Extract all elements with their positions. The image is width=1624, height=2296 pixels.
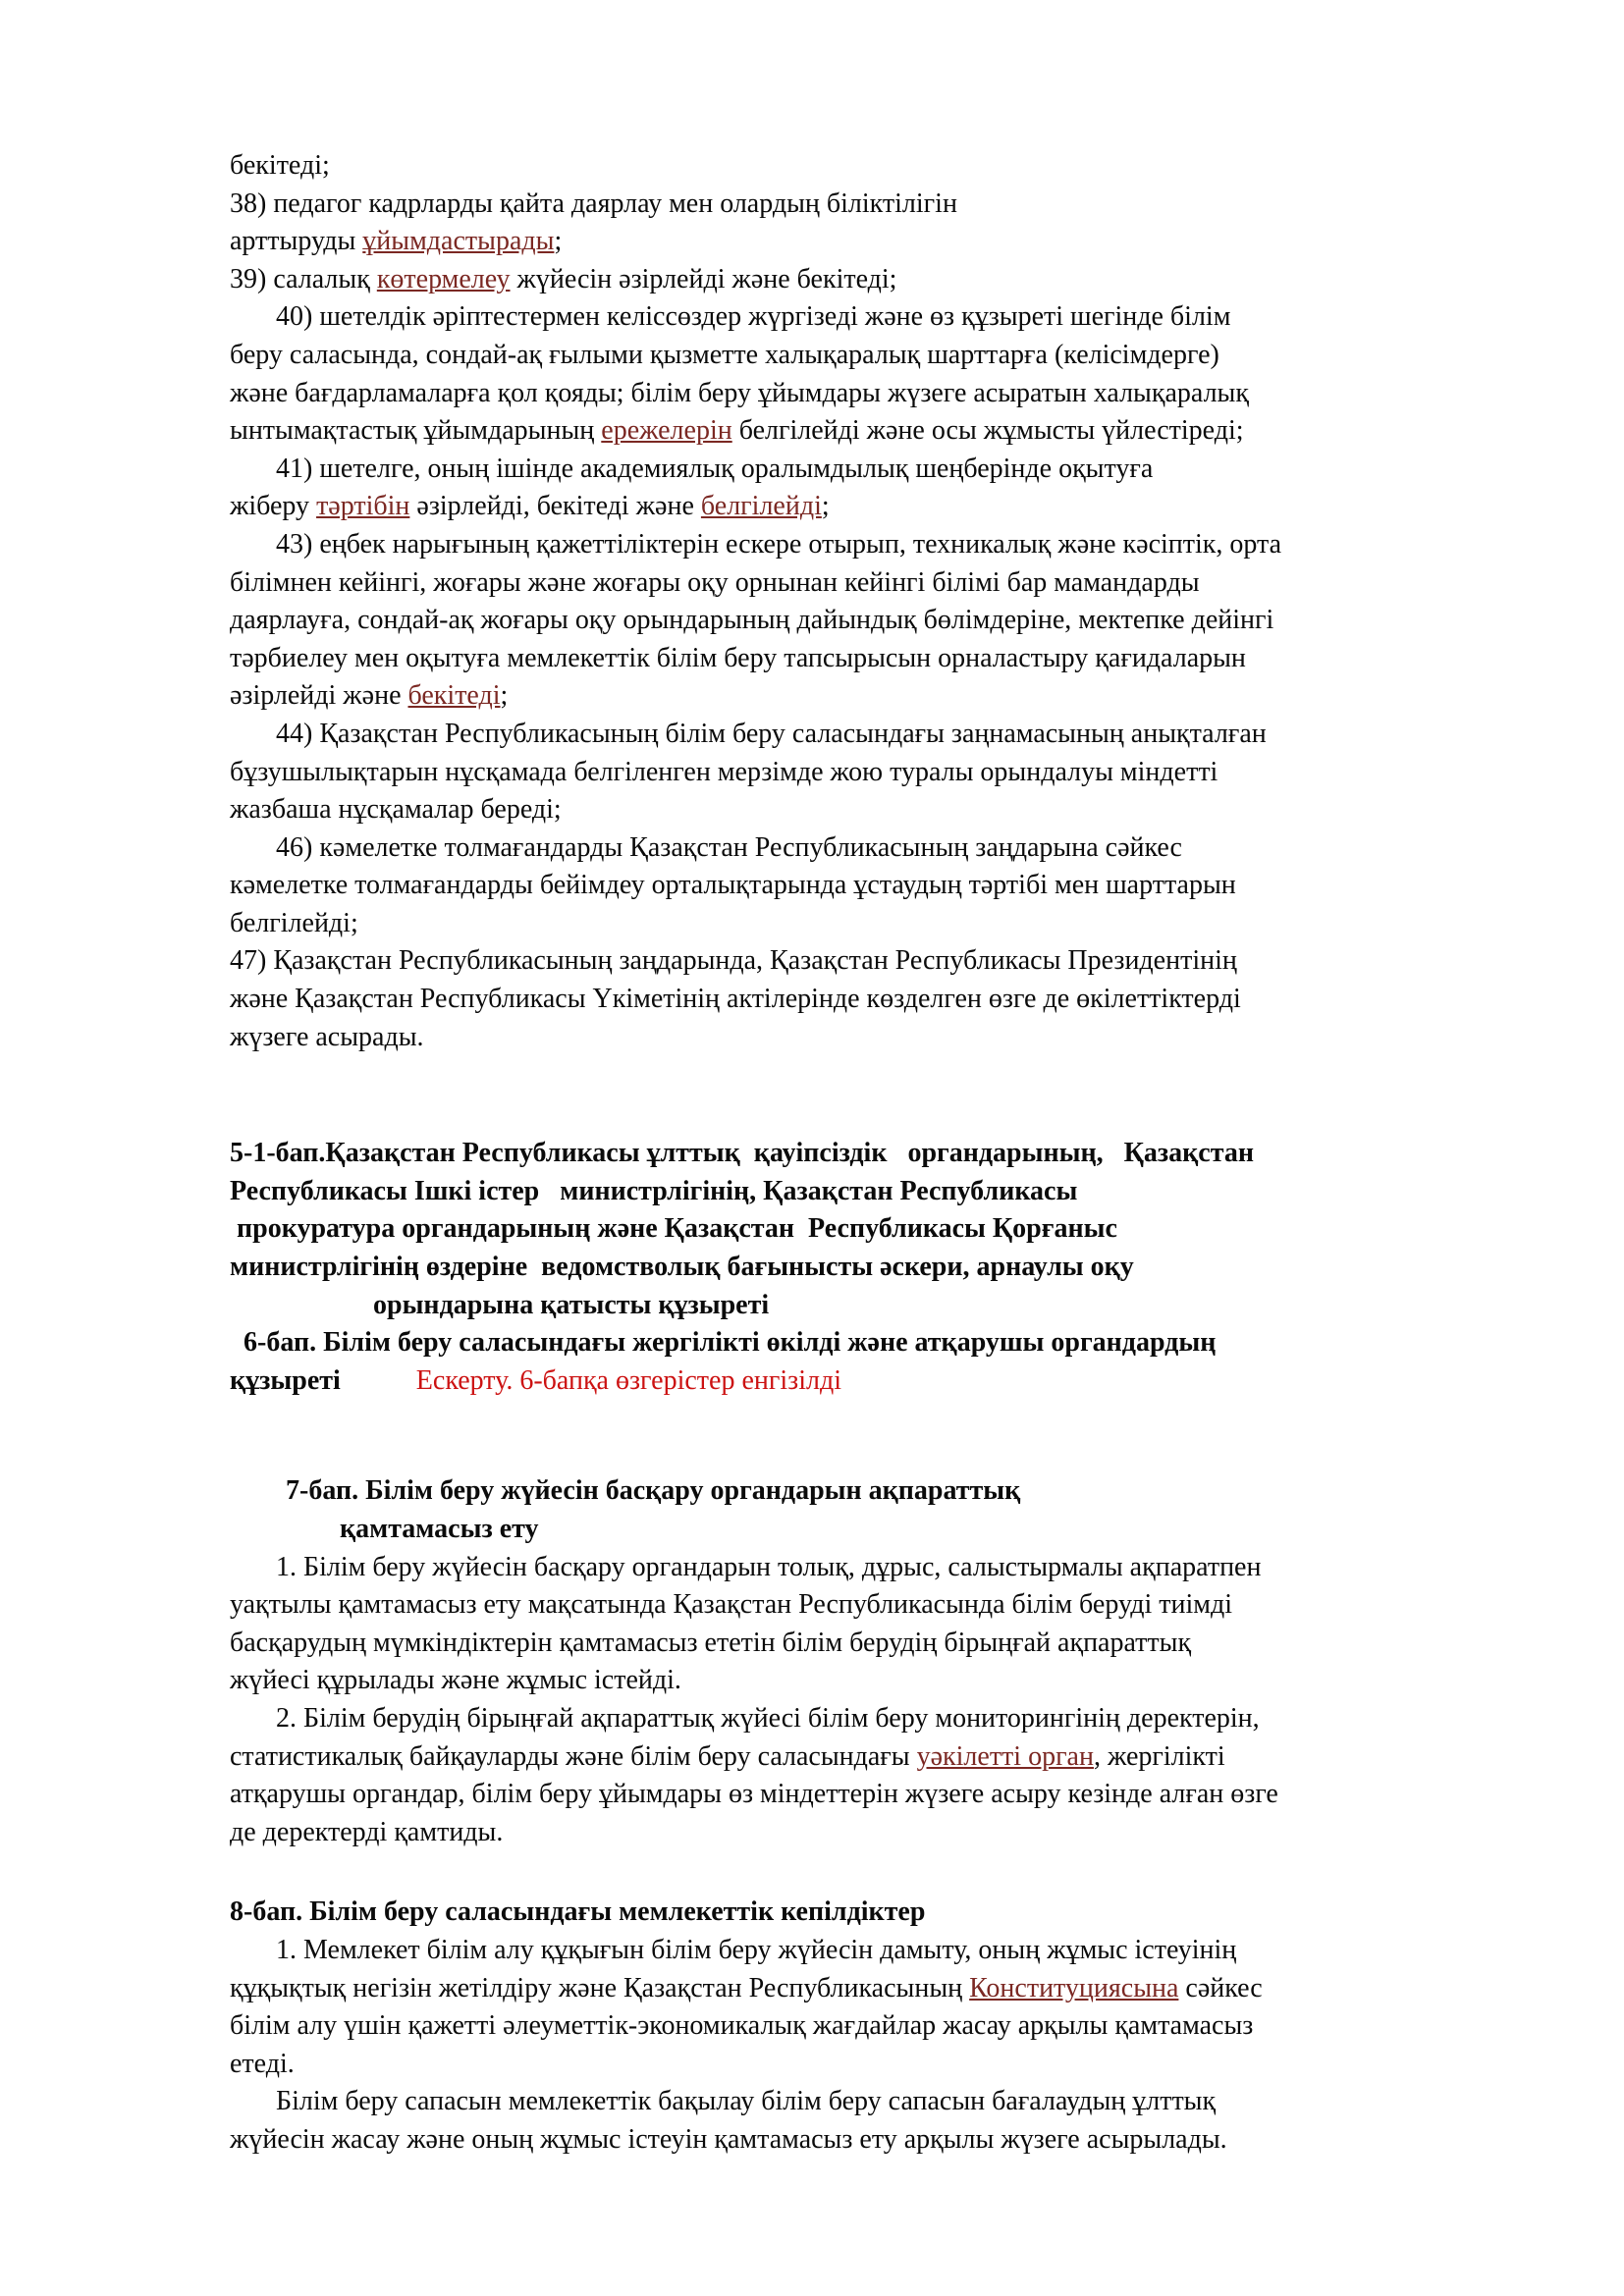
text-line <box>230 867 1516 905</box>
text-run: 47) Қазақстан Республикасының заңдарында, Қазақстан Республикасы Президентінің <box>230 945 1237 977</box>
text-run: әзірлейді және <box>230 680 408 712</box>
text-run: ; <box>821 491 830 522</box>
text-run: 46) кәмелетке толмағандарды Қазақстан Республикасының заңдарына сәйкес <box>276 831 1182 863</box>
text-line <box>230 1472 1516 1511</box>
clauses-37-47 <box>230 147 1516 1056</box>
hyperlink[interactable]: уәкілетті орган <box>916 1740 1094 1772</box>
article-8-heading <box>230 1894 1516 1932</box>
text-run: 1. Білім беру жүйесін басқару органдарын толық, дұрыс, салыстырмалы ақпаратпен <box>276 1551 1262 1582</box>
text-run: ; <box>500 680 509 712</box>
text-line <box>230 1287 1516 1325</box>
text-run: прокуратура органдарының және Қазақстан Республикасы Қорғаныс <box>230 1213 1117 1245</box>
text-run: 39) салалық <box>230 263 377 294</box>
text-line <box>230 942 1516 981</box>
text-line <box>230 677 1516 716</box>
text-line <box>230 2046 1516 2084</box>
text-run: 38) педагог кадрларды қайта даярлау мен олардың біліктілігін <box>230 187 957 219</box>
text-run: Республикасы Ішкі істер министрлігінің, Қазақстан Республикасы <box>230 1175 1078 1206</box>
text-run: статистикалық байқауларды және білім беру саласындағы <box>230 1740 917 1772</box>
text-run: белгілейді және осы жұмысты үйлестіреді; <box>731 415 1244 447</box>
text-run: де деректерді қамтиды. <box>230 1816 504 1847</box>
text-line <box>230 451 1516 489</box>
note-text: Ескерту. 6-бапқа өзгерістер енгізілді <box>415 1364 841 1396</box>
text-run: жіберу <box>230 491 317 522</box>
text-run: жүзеге асырады. <box>230 1021 424 1052</box>
hyperlink[interactable]: белгілейді <box>700 491 822 522</box>
text-run: құзыреті <box>230 1364 416 1396</box>
text-run: атқарушы органдар, білім беру ұйымдары өз міндеттерін жүзеге асыру кезінде алған өзге <box>230 1779 1278 1810</box>
text-line <box>230 526 1516 564</box>
text-run: жүйесін әзірлейді және бекітеді; <box>510 263 897 294</box>
text-run: білімнен кейінгі, жоғары және жоғары оқу орнынан кейінгі білімі бар мамандарды <box>230 566 1200 598</box>
text-run: 2. Білім берудің бірыңғай ақпараттық жүйесі білім беру мониторингінің деректерін, <box>276 1702 1260 1734</box>
text-run: ; <box>554 226 563 257</box>
text-line <box>230 2007 1516 2046</box>
text-run: жүйесі құрылады және жұмыс істейді. <box>230 1665 681 1696</box>
text-line <box>230 261 1516 299</box>
text-run: Білім беру сапасын мемлекеттік бақылау білім беру сапасын бағалаудың ұлттық <box>276 2086 1217 2117</box>
text-line <box>230 1662 1516 1700</box>
hyperlink[interactable]: бекітеді <box>407 680 501 712</box>
hyperlink[interactable]: көтермелеу <box>376 263 511 294</box>
text-run: құқықтық негізін жетілдіру және Қазақстан Республикасының <box>230 1972 970 2003</box>
text-run: сәйкес <box>1178 1972 1263 2003</box>
text-run: 1. Мемлекет білім алу құқығын білім беру жүйесін дамыту, оның жұмыс істеуінің <box>276 1934 1237 1965</box>
text-run: жазбаша нұсқамалар береді; <box>230 794 562 826</box>
text-line <box>230 223 1516 261</box>
text-line <box>230 1814 1516 1852</box>
text-run: тәрбиелеу мен оқытуға мемлекеттік білім беру тапсырысын орналастыру қағидаларын <box>230 642 1246 673</box>
text-line <box>230 1210 1516 1249</box>
text-run: белгілейді; <box>230 907 358 938</box>
text-line <box>230 564 1516 603</box>
text-run: ынтымақтастық ұйымдарының <box>230 415 602 447</box>
text-run: және Қазақстан Республикасы Үкіметінің актілерінде көзделген өзге де өкілеттіктерді <box>230 984 1241 1015</box>
text-run: басқарудың мүмкіндіктерін қамтамасыз ететін білім берудің бірыңғай ақпараттық <box>230 1627 1192 1658</box>
text-line <box>230 1511 1516 1549</box>
text-line <box>230 829 1516 868</box>
text-line <box>230 1970 1516 2008</box>
text-run: уақтылы қамтамасыз ету мақсатында Қазақстан Республикасында білім беруді тиімді <box>230 1589 1232 1621</box>
text-line <box>230 716 1516 754</box>
text-run: 43) еңбек нарығының қажеттіліктерін ескере отырып, техникалық және кәсіптік, орта <box>276 528 1282 560</box>
text-run: бұзушылықтарын нұсқамада белгіленген мерзімде жою туралы орындалуы міндетті <box>230 756 1218 787</box>
text-line <box>230 488 1516 526</box>
text-run: 41) шетелге, оның ішінде академиялық оралымдылық шеңберінде оқытуға <box>276 453 1154 484</box>
text-line <box>230 1249 1516 1287</box>
text-line <box>230 1894 1516 1932</box>
text-line <box>230 1135 1516 1173</box>
text-line <box>230 1776 1516 1814</box>
text-run: министрлігінің өздеріне ведомстволық бағынысты әскери, арнаулы оқу <box>230 1252 1134 1283</box>
text-line <box>230 412 1516 451</box>
text-line <box>230 640 1516 678</box>
text-run: жүйесін жасау және оның жұмыс істеуін қамтамасыз ету арқылы жүзеге асырылады. <box>230 2123 1227 2155</box>
text-run: 40) шетелдік әріптестермен келіссөздер жүргізеді және өз құзыреті шегінде білім <box>276 301 1231 333</box>
text-line <box>230 1173 1516 1211</box>
text-run: және бағдарламаларға қол қояды; білім беру ұйымдары жүзеге асыратын халықаралық <box>230 377 1249 408</box>
text-line <box>230 337 1516 375</box>
text-line <box>230 1549 1516 1587</box>
text-line <box>230 375 1516 413</box>
text-line <box>230 905 1516 943</box>
text-run: кәмелетке толмағандарды бейімдеу орталықтарында ұстаудың тәртібі мен шарттарын <box>230 870 1236 901</box>
hyperlink[interactable]: Конституциясына <box>969 1972 1179 2003</box>
text-line <box>230 2121 1516 2160</box>
text-line <box>230 754 1516 792</box>
text-line <box>230 1324 1516 1362</box>
text-run: орындарына қатысты құзыреті <box>373 1289 770 1320</box>
article-8-body <box>230 1932 1516 2160</box>
text-line <box>230 186 1516 224</box>
text-line <box>230 298 1516 337</box>
text-line <box>230 2083 1516 2121</box>
text-line <box>230 1586 1516 1625</box>
text-line <box>230 1625 1516 1663</box>
text-run: 8-бап. Білім беру саласындағы мемлекеттік кепілдіктер <box>230 1896 926 1928</box>
text-line <box>230 1362 1516 1401</box>
text-run: бекітеді; <box>230 150 330 181</box>
article-6-heading <box>230 1324 1516 1400</box>
text-run: 7-бап. Білім беру жүйесін басқару органдарын ақпараттық <box>286 1475 1021 1507</box>
text-line <box>230 791 1516 829</box>
text-line <box>230 147 1516 186</box>
text-run: 44) Қазақстан Республикасының білім беру саласындағы заңнамасының анықталған <box>276 718 1267 749</box>
text-run: беру саласында, сондай-ақ ғылыми қызметте халықаралық шарттарға (келісімдерге) <box>230 339 1219 370</box>
hyperlink[interactable]: ережелерін <box>601 415 732 447</box>
text-run: әзірлейді, бекітеді және <box>409 491 701 522</box>
text-run: 6-бап. Білім беру саласындағы жергілікті өкілді және атқарушы органдардың <box>230 1327 1217 1359</box>
text-line <box>230 1932 1516 1970</box>
hyperlink[interactable]: ұйымдастырады <box>362 226 555 257</box>
text-run: етеді. <box>230 2048 295 2079</box>
article-7-heading <box>230 1472 1516 1548</box>
text-line <box>230 981 1516 1019</box>
text-line <box>230 1738 1516 1777</box>
text-line <box>230 1019 1516 1057</box>
text-line <box>230 602 1516 640</box>
text-run: , жергілікті <box>1093 1740 1225 1772</box>
hyperlink[interactable]: тәртібін <box>316 491 410 522</box>
text-line <box>230 1700 1516 1738</box>
article-7-body <box>230 1549 1516 1852</box>
text-run: даярлауға, сондай-ақ жоғары оқу орындарының дайындық бөлімдеріне, мектепке дейінгі <box>230 605 1274 636</box>
text-run: арттыруды <box>230 226 363 257</box>
text-run: қамтамасыз ету <box>340 1514 539 1544</box>
text-run: білім алу үшін қажетті әлеуметтік-экономикалық жағдайлар жасау арқылы қамтамасыз <box>230 2010 1254 2042</box>
text-run: 5-1-бап.Қазақстан Республикасы ұлттық қауіпсіздік органдарының, Қазақстан <box>230 1138 1254 1169</box>
article-5-1-heading <box>230 1135 1516 1324</box>
